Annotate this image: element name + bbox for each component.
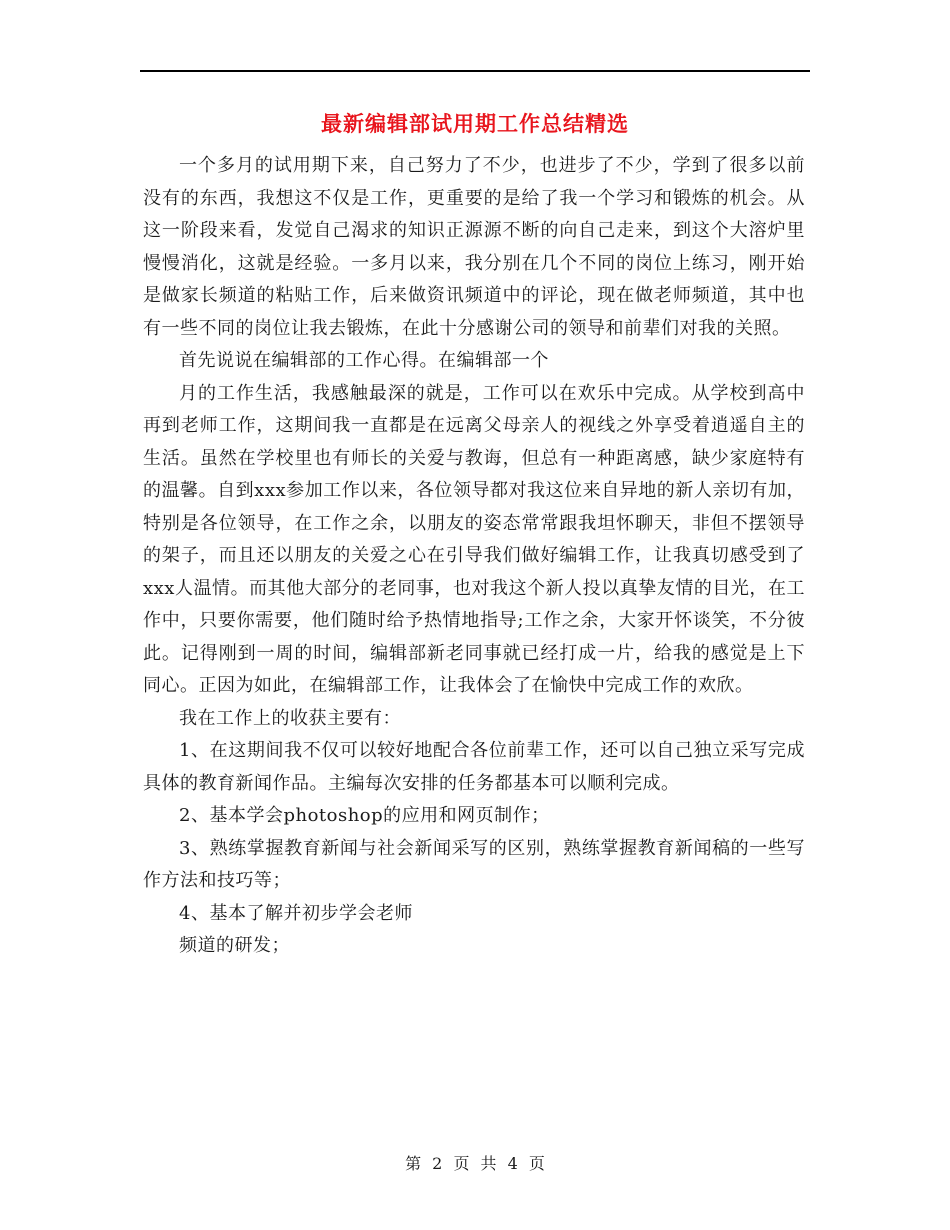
paragraph-work-experience: 月的工作生活，我感触最深的就是，工作可以在欢乐中完成。从学校到高中再到老师工作，这期间我一直都是在远离父母亲人的视线之外享受着逍遥自主的生活。虽然在学校里也有师长的关爱与教诲，但总有一种距离感，缺少家庭特有的温馨。自到xxx参加工作以来，各位领导都对我这位来自异地的新人亲切有加，特别是各位领导，在工作之余，以朋友的姿态常常跟我坦怀聊天，非但不摆领导的架子，而且还以朋友的关爱之心在引导我们做好编辑工作，让我真切感受到了xxx人温情。而其他大部分的老同事，也对我这个新人投以真挚友情的目光，在工作中，只要你需要，他们随时给予热情地指导;工作之余，大家开怀谈笑，不分彼此。记得刚到一周的时间，编辑部新老同事就已经打成一片，给我的感觉是上下同心。正因为如此，在编辑部工作，让我体会了在愉快中完成工作的欢欣。 [143,382,805,696]
list-item-1: 1、在这期间我不仅可以较好地配合各位前辈工作，还可以自己独立采写完成具体的教育新闻作品。主编每次安排的任务都基本可以顺利完成。 [143,740,805,794]
page-number-footer: 第 2 页 共 4 页 [405,1154,545,1173]
paragraph-intro: 一个多月的试用期下来，自己努力了不少，也进步了不少，学到了很多以前没有的东西，我想这不仅是工作，更重要的是给了我一个学习和锻炼的机会。从这一阶段来看，发觉自己渴求的知识正源源不断的向自己走来，到这个大溶炉里慢慢消化，这就是经验。一多月以来，我分别在几个不同的岗位上练习，刚开始是做家长频道的粘贴工作，后来做资讯频道中的评论，现在做老师频道，其中也有一些不同的岗位让我去锻炼，在此十分感谢公司的领导和前辈们对我的关照。 [143,155,805,339]
list-item-4: 4、基本了解并初步学会老师 [179,902,413,924]
list-item-4-continued: 频道的研发； [179,935,290,956]
document-title: 最新编辑部试用期工作总结精选 [321,111,629,136]
list-item-3: 3、熟练掌握教育新闻与社会新闻采写的区别，熟练掌握教育新闻稿的一些写作方法和技巧等； [143,837,805,891]
list-item-2: 2、基本学会photoshop的应用和网页制作； [179,805,550,826]
header-rule [140,70,810,72]
paragraph-gains-heading: 我在工作上的收获主要有： [179,707,401,729]
paragraph-work-experience-start: 首先说说在编辑部的工作心得。在编辑部一个 [179,350,549,371]
document-body [143,150,805,963]
